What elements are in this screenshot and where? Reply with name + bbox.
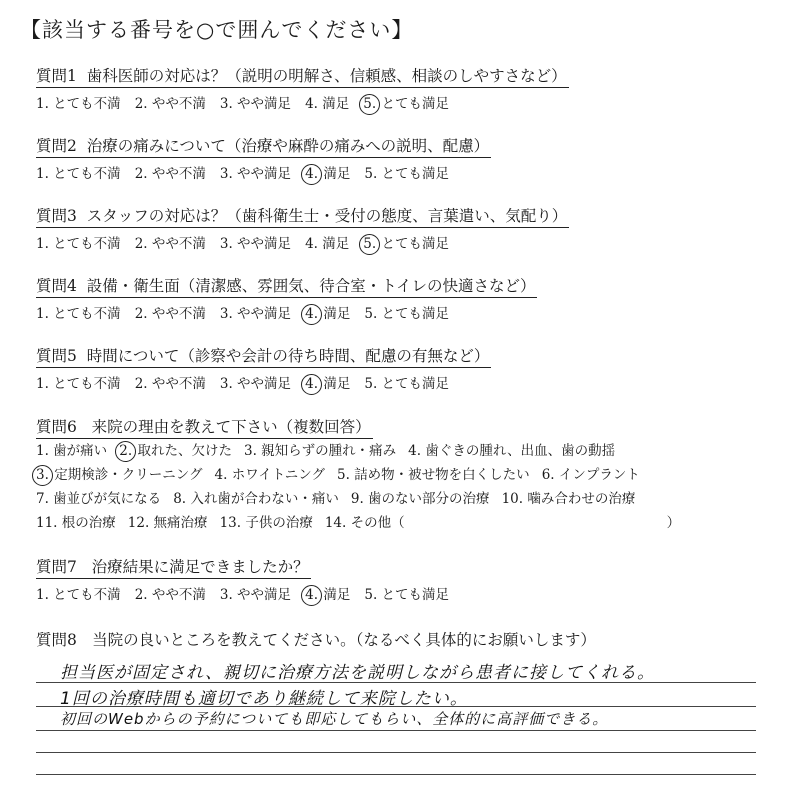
question-8-label: 質問8 [36,631,77,649]
rating-option-3[interactable] [220,376,291,392]
answer-line [36,752,756,753]
reason-number: 13. [219,515,242,531]
rating-label: やや不満 [147,96,206,112]
rating-option-3[interactable] [220,166,291,182]
rating-number: 5. [364,166,378,182]
question-3 [36,204,569,255]
reason-option[interactable] [36,467,203,483]
rating-number: 4. [301,585,322,606]
reason-number: 3. [243,443,257,459]
rating-option-1[interactable] [36,376,121,392]
rating-label: とても満足 [377,306,450,322]
handwritten-answer-line-3: 初回のWebからの予約についても即応してもらい、全体的に高評価できる。 [60,710,609,728]
rating-label: 満足 [317,96,350,112]
rating-number: 5. [359,234,380,255]
reason-option[interactable] [128,515,208,531]
question-7-text: 治療結果に満足できましたか？ [91,558,309,576]
rating-options [36,372,491,395]
rating-label: やや満足 [232,376,292,392]
reason-label: 定期検診・クリーニング [50,467,203,483]
rating-option-3[interactable] [220,236,291,252]
rating-number: 3. [219,166,233,182]
rating-label: とても満足 [377,587,450,603]
reason-label: 噛み合わせの治療 [523,491,636,507]
question-5 [36,344,491,395]
question-1-heading [36,64,569,88]
reason-number: 12. [127,515,150,531]
rating-label: やや不満 [147,166,206,182]
rating-number: 4. [301,304,322,325]
rating-number: 2. [134,236,148,252]
reason-label: インプラント [554,467,640,483]
other-close-paren: ） [666,515,681,531]
rating-number: 4. [305,236,318,252]
reason-label: 根の治療 [57,515,116,531]
rating-number: 1. [36,96,49,112]
reason-number: 7. [36,491,49,507]
rating-option-1[interactable] [36,306,121,322]
rating-label: やや満足 [232,96,292,112]
reason-number: 4. [408,443,422,459]
reason-label: ホワイトニング [227,467,325,483]
rating-number: 5. [364,587,378,603]
reason-label: 取れた、欠けた [133,443,232,459]
reason-option[interactable] [215,467,325,483]
reason-option[interactable] [351,491,490,507]
rating-label: 満足 [319,306,351,322]
rating-label: とても不満 [48,96,121,112]
reason-label: 歯並びが気になる [48,491,162,507]
rating-option-5[interactable] [364,587,449,603]
rating-label: やや不満 [147,306,206,322]
rating-label: とても不満 [48,587,121,603]
reason-row [36,487,680,511]
reason-label: 入れ歯が合わない・痛い [186,491,339,507]
rating-label: とても不満 [48,306,121,322]
rating-number: 1. [36,587,49,603]
question-4-heading [36,274,537,298]
rating-label: 満足 [319,166,351,182]
rating-label: やや不満 [147,587,206,603]
reason-row [36,439,680,463]
rating-option-1[interactable] [36,236,121,252]
reason-number: 6. [541,467,555,483]
reason-option[interactable] [502,491,636,507]
reason-label: 歯ぐきの腫れ、出血、歯の動揺 [421,443,616,459]
rating-option-3[interactable] [220,96,291,112]
rating-number: 5. [364,306,378,322]
question-label: 質問2 [36,137,77,155]
rating-options [36,92,569,115]
question-7-label: 質問7 [36,558,77,576]
rating-number: 1. [36,376,49,392]
rating-label: とても不満 [48,376,121,392]
question-6 [36,415,680,535]
rating-option-4[interactable] [305,236,349,252]
rating-label: やや不満 [147,236,206,252]
reason-row [36,463,680,487]
answer-line [36,774,756,775]
rating-option-5[interactable] [363,236,449,252]
reason-label: 詰め物・被せ物を白くしたい [349,467,530,483]
reason-number: 2. [115,441,136,462]
rating-option-4[interactable] [305,166,350,182]
question-2 [36,134,491,185]
rating-label: 満足 [319,587,351,603]
rating-label: やや満足 [232,587,292,603]
rating-option-2[interactable] [135,96,206,112]
question-label: 質問3 [36,207,77,225]
rating-number: 1. [36,166,49,182]
rating-number: 5. [359,94,380,115]
question-6-label: 質問6 [36,418,77,436]
question-4 [36,274,537,325]
rating-label: とても満足 [377,166,450,182]
rating-number: 3. [219,587,233,603]
reason-label: 歯のない部分の治療 [363,491,490,507]
rating-number: 1. [36,236,49,252]
reason-option[interactable] [408,443,615,459]
rating-options [36,162,491,185]
rating-option-2[interactable] [135,236,206,252]
reason-number: 11. [36,515,58,531]
question-6-options [36,439,680,535]
reason-label: 歯が痛い [48,443,108,459]
reason-number: 3. [32,465,53,486]
rating-options [36,232,569,255]
reason-number: 4. [214,467,228,483]
rating-number: 2. [134,306,148,322]
question-6-text: 来院の理由を教えて下さい（複数回答） [91,418,371,436]
rating-option-4[interactable] [305,96,349,112]
question-text: 歯科医師の対応は？（説明の明解さ、信頼感、相談のしやすさなど） [86,67,567,85]
rating-number: 4. [301,374,322,395]
rating-option-5[interactable] [364,376,449,392]
rating-number: 4. [305,96,318,112]
reason-row [36,511,680,535]
question-8-text: 当院の良いところを教えてください。（なるべく具体的にお願いします） [92,631,596,649]
rating-number: 2. [134,96,148,112]
question-label: 質問5 [36,347,77,365]
reason-number: 1. [36,443,49,459]
reason-number: 10. [501,491,524,507]
rating-number: 1. [36,306,49,322]
reason-option[interactable] [542,467,640,483]
rating-option-2[interactable] [135,587,206,603]
rating-option-2[interactable] [135,376,206,392]
rating-option-4[interactable] [305,587,350,603]
rating-label: とても不満 [48,236,121,252]
question-1 [36,64,569,115]
handwritten-answer-line-1: 担当医が固定され、親切に治療方法を説明しながら患者に接してくれる。 [60,663,656,683]
rating-option-5[interactable] [364,166,449,182]
rating-label: やや満足 [232,236,292,252]
rating-label: とても不満 [48,166,121,182]
question-2-heading [36,134,491,158]
question-7-heading [36,555,311,579]
rating-option-5[interactable] [364,306,449,322]
rating-label: とても満足 [377,96,450,112]
rating-option-1[interactable] [36,587,121,603]
reason-option[interactable] [119,443,232,459]
rating-number: 3. [219,306,233,322]
rating-option-4[interactable] [305,306,350,322]
rating-label: とても満足 [377,236,450,252]
rating-label: やや満足 [232,166,292,182]
question-8 [36,628,596,650]
rating-option-5[interactable] [363,96,449,112]
page-title: 【該当する番号を○で囲んでください】 [20,18,414,42]
reason-option[interactable] [173,491,339,507]
reason-number: 5. [337,467,350,483]
rating-number: 2. [134,166,148,182]
rating-label: 満足 [317,236,350,252]
question-6-heading [36,415,373,439]
reason-option[interactable] [337,467,530,483]
question-label: 質問4 [36,277,77,295]
question-text: 設備・衛生面（清潔感、雰囲気、待合室・トイレの快適さなど） [86,277,536,295]
reason-option[interactable] [36,515,116,531]
rating-label: 満足 [319,376,351,392]
rating-number: 3. [219,376,233,392]
rating-option-2[interactable] [135,166,206,182]
reason-number: 8. [173,491,187,507]
reason-label: 無痛治療 [149,515,208,531]
handwritten-answer-line-2: 1回の治療時間も適切であり継続して来院したい。 [60,689,468,709]
reason-label: その他（ [346,515,405,531]
rating-number: 3. [219,96,233,112]
rating-number: 5. [364,376,378,392]
rating-label: やや不満 [147,376,206,392]
rating-number: 3. [219,236,233,252]
reason-option[interactable] [325,515,405,531]
reason-option[interactable] [36,491,161,507]
question-3-heading [36,204,569,228]
rating-option-3[interactable] [220,306,291,322]
rating-option-4[interactable] [305,376,350,392]
question-7 [36,555,463,606]
rating-number: 4. [301,164,322,185]
rating-number: 2. [134,587,148,603]
answer-line [36,730,756,731]
rating-option-1[interactable] [36,166,121,182]
reason-label: 子供の治療 [241,515,313,531]
question-text: スタッフの対応は？（歯科衛生士・受付の態度、言葉遣い、気配り） [86,207,568,225]
question-text: 時間について（診察や会計の待ち時間、配慮の有無など） [86,347,490,365]
reason-option[interactable] [36,443,107,459]
rating-label: とても満足 [377,376,450,392]
rating-label: やや満足 [232,306,292,322]
reason-option[interactable] [220,515,313,531]
rating-option-3[interactable] [220,587,291,603]
reason-label: 親知らずの腫れ・痛み [256,443,397,459]
reason-number: 14. [324,515,347,531]
rating-number: 2. [134,376,148,392]
question-5-heading [36,344,491,368]
rating-option-1[interactable] [36,96,121,112]
reason-option[interactable] [244,443,396,459]
question-label: 質問1 [36,67,77,85]
reason-number: 9. [350,491,364,507]
question-text: 治療の痛みについて（治療や麻酔の痛みへの説明、配慮） [86,137,490,155]
rating-options [36,302,537,325]
rating-option-2[interactable] [135,306,206,322]
question-7-options [36,583,463,606]
